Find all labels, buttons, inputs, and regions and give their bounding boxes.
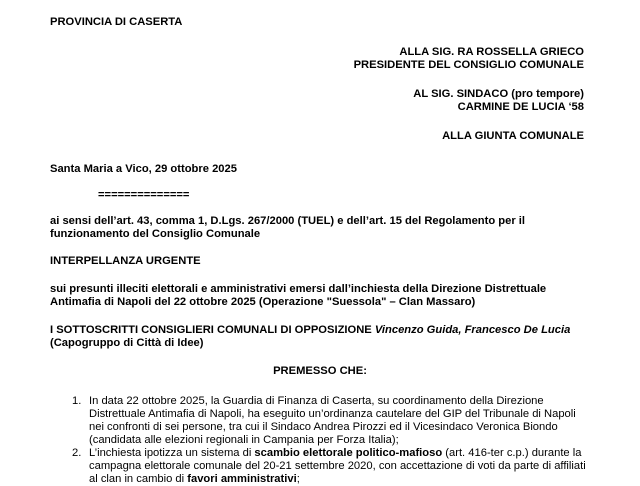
place-date: Santa Maria a Vico, 29 ottobre 2025 (50, 163, 237, 175)
list-item-2-line-1: L’inchiesta ipotizza un sistema di scambio elettorale politico-mafioso (art. 416-ter c.p.) durante la (89, 447, 582, 459)
subject-line-1: sui presunti illeciti elettorali e amministrativi emersi dall’inchiesta della Direzione Distrettuale (50, 283, 547, 295)
highlight-favori: favori amministrativi (187, 473, 297, 485)
provincia-heading: PROVINCIA DI CASERTA (50, 16, 183, 28)
signatories-names: Vincenzo Guida, Francesco De Lucia (374, 324, 571, 336)
list-item-1-line-4: (candidata alle elezioni regionali in Campania per Forza Italia); (89, 434, 399, 446)
document-type-title: INTERPELLANZA URGENTE (50, 255, 201, 267)
recipient-mayor-name: CARMINE DE LUCIA ‘58 (457, 101, 584, 113)
recipient-giunta: ALLA GIUNTA COMUNALE (442, 130, 584, 142)
recipient-president-role: PRESIDENTE DEL CONSIGLIO COMUNALE (353, 59, 584, 71)
list-item-1-number: 1. (72, 395, 82, 407)
subject-line-2: Antimafia di Napoli del 22 ottobre 2025 (Operazione "Suessola" – Clan Massaro) (50, 296, 476, 308)
list-item-1-line-2: Distrettuale Antimafia di Napoli, ha eseguito un’ordinanza cautelare del GIP del Tribunale di Napoli (89, 408, 576, 420)
highlight-scambio: scambio elettorale politico-mafioso (254, 447, 443, 459)
legal-basis-line-1: ai sensi dell’art. 43, comma 1, D.Lgs. 267/2000 (TUEL) e dell’art. 15 del Regolamento per il (50, 215, 526, 227)
list-item-2-number: 2. (72, 447, 82, 459)
list-item-2-line-3: al clan in cambio di favori amministrativi; (89, 473, 300, 485)
signatories-line-1 (50, 324, 570, 337)
list-item-1-line-3: nei confronti di sei persone, tra cui il Sindaco Andrea Pirozzi ed il Vicesindaco Veronica Biondo (89, 421, 558, 433)
separator-line: ============== (98, 189, 190, 201)
list-item-2-line-2: campagna elettorale comunale del 20-21 settembre 2020, con accettazione di voti da parte di affiliati (89, 460, 586, 472)
recipient-president-name: ALLA SIG. RA ROSSELLA GRIECO (399, 46, 584, 58)
list-item-1-line-1: In data 22 ottobre 2025, la Guardia di Finanza di Caserta, su coordinamento della Direzione (89, 395, 544, 407)
recipient-mayor-title: AL SIG. SINDACO (pro tempore) (413, 88, 584, 100)
legal-basis-line-2: funzionamento del Consiglio Comunale (50, 228, 261, 240)
signatories-line-2: (Capogruppo di Città di Idee) (50, 337, 204, 349)
signatories-label: I SOTTOSCRITTI CONSIGLIERI COMUNALI DI OPPOSIZIONE (50, 324, 375, 336)
premesso-heading: PREMESSO CHE: (273, 365, 367, 377)
